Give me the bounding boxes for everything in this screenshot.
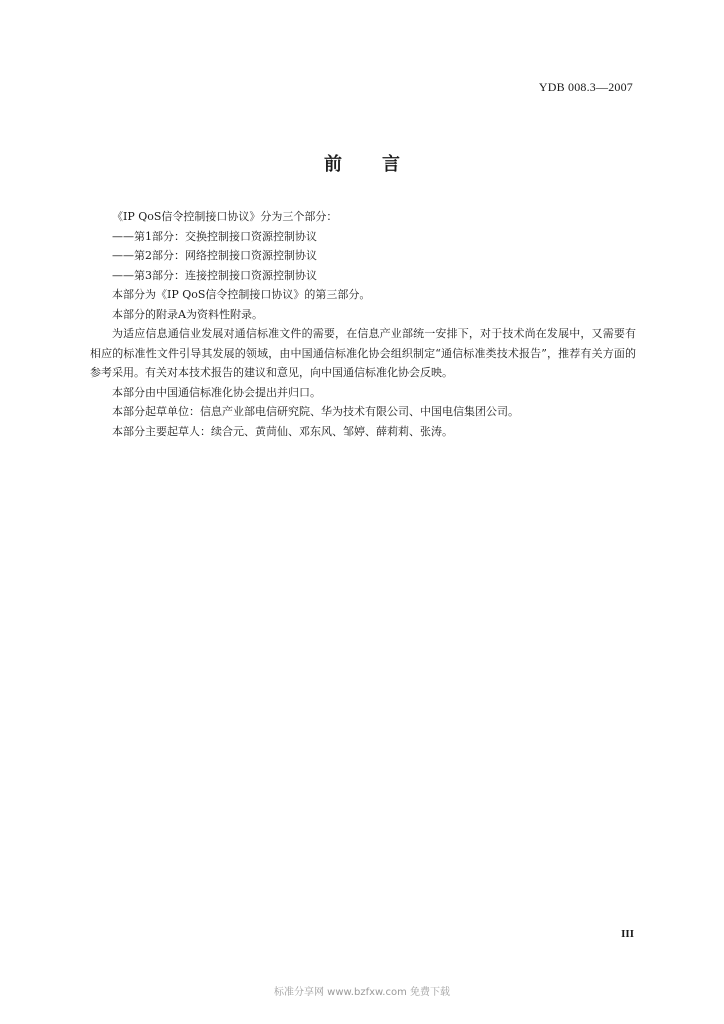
page-title: 前言 [324,154,440,175]
list-item-part-2: ——第2部分：网络控制接口资源控制协议 [112,249,317,262]
list-item-part-3: ——第3部分：连接控制接口资源控制协议 [112,268,317,282]
drafting-units: 本部分起草单位：信息产业部电信研究院、华为技术有限公司、中国电信集团公司。 [112,405,519,418]
intro-paragraph: 《IP QoS信令控制接口协议》分为三个部分： [112,210,338,223]
foreword-body [90,207,636,441]
document-code: YDB 008.3—2007 [538,80,633,94]
footer-watermark: 标准分享网 www.bzfxw.com 免费下载 [274,987,450,998]
list-item-part-1: ——第1部分：交换控制接口资源控制协议 [112,229,317,243]
part-statement: 本部分为《IP QoS信令控制接口协议》的第三部分。 [112,288,371,301]
background-paragraph: 为适应信息通信业发展对通信标准文件的需要，在信息产业部统一安排下，对于技术尚在发展中，又需要有相应的标准性文件引导其发展的领域，由中国通信标准化协会组织制定“通信标准类技术报告”，推荐有关方面的参考采用。有关对本技术报告的建议和意见，向中国通信标准化协会反映。 [90,327,636,379]
drafters: 本部分主要起草人：续合元、黄苘仙、邓东风、邹婷、薛莉莉、张涛。 [112,424,453,438]
appendix-statement: 本部分的附录A为资料性附录。 [112,307,263,321]
proposer-statement: 本部分由中国通信标准化协会提出并归口。 [112,385,321,399]
page-number: III [621,928,634,940]
